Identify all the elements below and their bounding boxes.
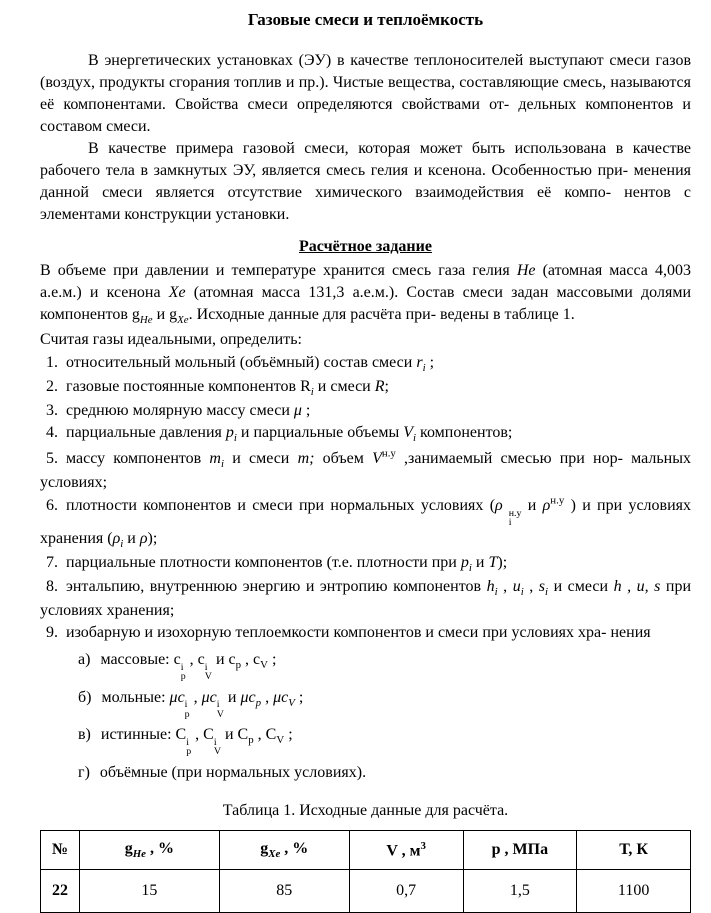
item-text: газовые постоянные компонентов $R_i$ и смеси R;: [66, 378, 389, 399]
task-subitem-b: [78, 686, 691, 719]
item-text: изобарную и изохорную теплоемкости компонентов и смеси при условиях хра- нения: [66, 624, 651, 642]
data-table: [40, 830, 691, 913]
cell-g-he: 15: [80, 869, 220, 912]
task-item-6: [40, 494, 691, 552]
col-header-volume: V , $м^3$: [349, 830, 463, 869]
item-number: 1.: [46, 354, 58, 372]
subitem-text: истинные: C i p , C i V и $C_p$ , $C_V$ ;: [100, 726, 293, 758]
task-subitem-g: [78, 761, 691, 784]
item-text: энтальпию, внутреннюю энергию и энтропию компонентов $h_i$ , $u_i$ , $s_i$ и смеси h , u, s при условиях хранения;: [40, 578, 692, 620]
col-header-pressure: p , МПа: [463, 830, 577, 869]
item-number: 6.: [46, 497, 58, 515]
document-title: Газовые смеси и теплоёмкость: [247, 10, 484, 29]
subitem-label: в): [78, 726, 91, 744]
section-heading: Расчётное задание: [299, 238, 432, 255]
task-item-5: [40, 447, 691, 494]
table-row: [41, 869, 691, 912]
cell-variant-number: 22: [41, 869, 80, 912]
cell-pressure: 1,5: [463, 869, 577, 912]
subitem-label: б): [78, 688, 92, 706]
intro-paragraph-1: В энергетических установках (ЭУ) в качестве теплоносителей выступают смеси газов (воздух, продукты сгорания топлив и пр.). Чистые вещества, составляющие смесь, называются её компонентами. Свойства смеси определяются свойствами от- дельных компонентов и составом смеси.: [40, 52, 691, 135]
item-number: 4.: [46, 424, 58, 442]
task-item-4: [40, 422, 691, 446]
item-number: 2.: [46, 378, 58, 396]
item-number: 7.: [46, 553, 58, 571]
item-number: 3.: [46, 402, 58, 420]
cell-volume: 0,7: [349, 869, 463, 912]
item-text: среднюю молярную массу смеси μ ;: [66, 402, 311, 420]
task-item-7: [40, 552, 691, 576]
intro-paragraph-2: В качестве примера газовой смеси, которая может быть использована в качестве рабочего тела в замкнутых ЭУ, является смесь гелия и ксенона. Особенностью при- менения данной смеси является отсутствие химического взаимодействия её компо- нентов с элементами конструкции установки.: [40, 140, 691, 223]
task-item-2: [40, 376, 691, 400]
item-text: парциальные давления $p_i$ и парциальные объемы $V_i$ компонентов;: [66, 424, 513, 445]
cell-temperature: 1100: [577, 869, 691, 912]
item-text: относительный мольный (объёмный) состав смеси $r_i$ ;: [66, 354, 435, 375]
task-item-8: [40, 576, 691, 622]
item-text: плотности компонентов и смеси при нормальных условиях (ρ н.у i и $\rho^{н.у}$ ) и при условиях хранения ($\rho_i$ и ρ);: [40, 495, 692, 550]
item-number: 8.: [46, 578, 58, 596]
task-subitem-v: [78, 723, 691, 756]
item-text: парциальные плотности компонентов (т.е. плотности при $p_i$ и T);: [66, 553, 508, 575]
task-item-9: [40, 622, 691, 644]
task-item-1: [40, 352, 691, 376]
task-subitem-a: [78, 648, 691, 681]
col-header-g-xe: $g_{Xe}$ , %: [219, 830, 349, 869]
item-text: массу компонентов $m_i$ и смеси m; объем $V^{н.у}$ ,занимаемый смесью при нор- мальных условиях;: [40, 447, 691, 492]
subitem-text: объёмные (при нормальных условиях).: [99, 763, 367, 781]
cell-g-xe: 85: [219, 869, 349, 912]
item-number: 9.: [46, 624, 58, 642]
task-lead: Считая газы идеальными, определить:: [40, 331, 302, 349]
table-header-row: [41, 830, 691, 869]
table-caption: Таблица 1. Исходные данные для расчёта.: [222, 801, 509, 819]
col-header-number: №: [41, 830, 80, 869]
subitem-text: мольные: μc i p , μc i V и $\mu c_p$ , $\mu c_V$ ;: [101, 688, 304, 720]
item-number: 5.: [46, 449, 58, 467]
subitem-label: г): [78, 763, 90, 781]
col-header-g-he: $g_{He}$ , %: [80, 830, 220, 869]
subitem-label: а): [78, 651, 91, 669]
task-description: В объеме при давлении и температуре хранится смесь газа гелия He (атомная масса 4,003 а.е.м.) и ксенона Xe (атомная масса 131,3 а.е.м.). Состав смеси задан массовыми долями компонентов $g_{He}$ и $g_{Xe}$. Исходные данные для расчёта при- ведены в таблице 1.: [40, 262, 692, 327]
subitem-text: массовые: c i p , c i V и $c_p$ , $c_V$ ;: [100, 651, 277, 683]
col-header-temperature: Т, К: [577, 830, 691, 869]
task-item-3: [40, 400, 691, 422]
